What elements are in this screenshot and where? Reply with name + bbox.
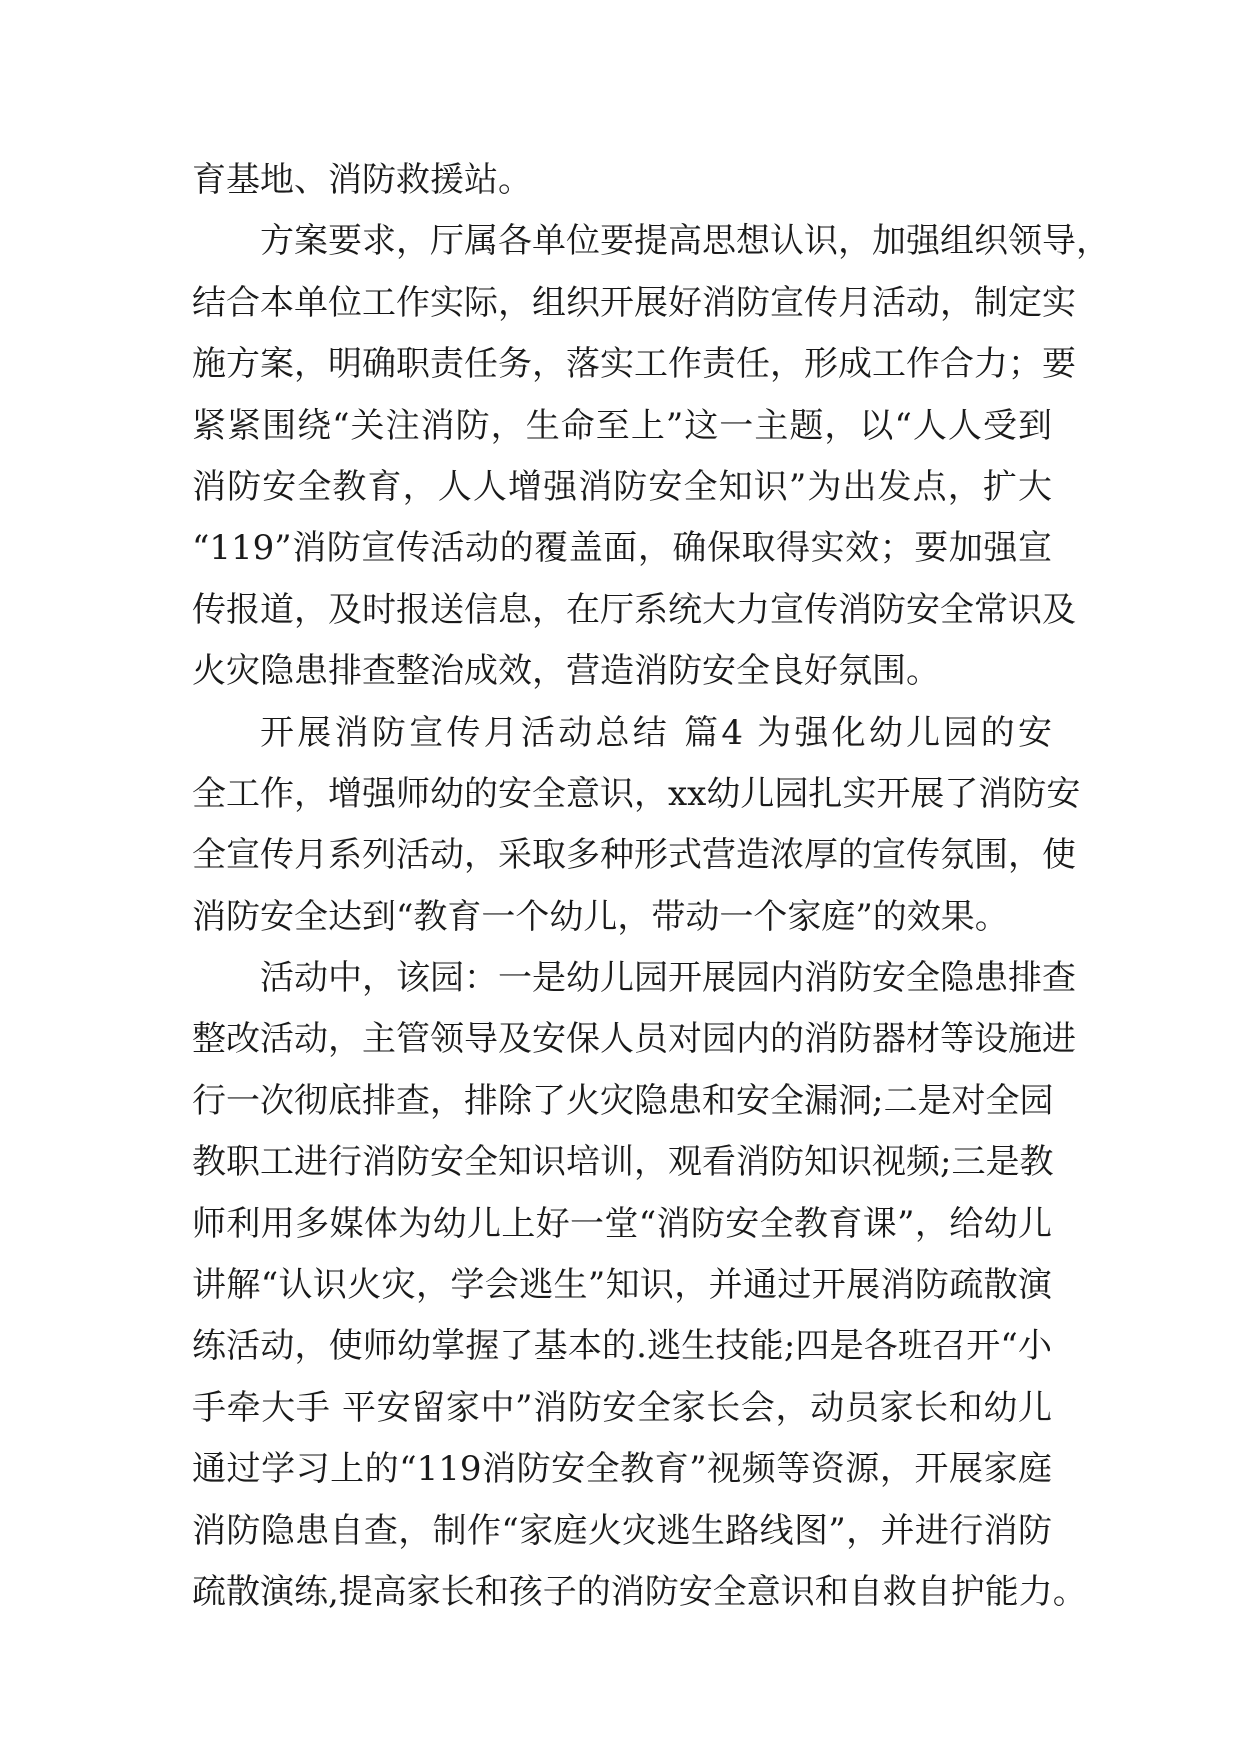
text-line: “119”消防宣传活动的覆盖面，确保取得实效；要加强宣 bbox=[192, 528, 1052, 569]
text-line: 全工作，增强师幼的安全意识，xx幼儿园扎实开展了消防安 bbox=[192, 773, 1081, 814]
text-line: 结合本单位工作实际，组织开展好消防宣传月活动，制定实 bbox=[192, 282, 1076, 323]
text-line: 练活动，使师幼掌握了基本的.逃生技能;四是各班召开“小 bbox=[192, 1326, 1052, 1367]
text-line: 手牵大手 平安留家中”消防安全家长会，动员家长和幼儿 bbox=[192, 1387, 1052, 1428]
text-line: 开展消防宣传月活动总结 篇4 为强化幼儿园的安 bbox=[260, 712, 1052, 753]
text-line: 整改活动，主管领导及安保人员对园内的消防器材等设施进 bbox=[192, 1019, 1076, 1060]
text-line: 全宣传月系列活动，采取多种形式营造浓厚的宣传氛围，使 bbox=[192, 835, 1076, 876]
text-line: 育基地、消防救援站。 bbox=[192, 160, 532, 200]
text-line: 讲解“认识火灾，学会逃生”知识，并通过开展消防疏散演 bbox=[192, 1265, 1052, 1306]
text-line: 消防安全教育，人人增强消防安全知识”为出发点，扩大 bbox=[192, 466, 1052, 507]
text-line: 消防隐患自查，制作“家庭火灾逃生路线图”，并进行消防 bbox=[192, 1510, 1052, 1551]
text-line: 通过学习上的“119消防安全教育”视频等资源，开展家庭 bbox=[192, 1449, 1052, 1490]
text-line: 施方案，明确职责任务，落实工作责任，形成工作合力；要 bbox=[192, 344, 1076, 385]
text-line: 方案要求，厅属各单位要提高思想认识，加强组织领导， bbox=[260, 221, 1110, 262]
text-line: 消防安全达到“教育一个幼儿，带动一个家庭”的效果。 bbox=[192, 896, 1009, 937]
text-line: 师利用多媒体为幼儿上好一堂“消防安全教育课”，给幼儿 bbox=[192, 1203, 1052, 1244]
text-line: 活动中，该园：一是幼儿园开展园内消防安全隐患排查 bbox=[260, 958, 1076, 999]
text-line: 紧紧围绕“关注消防，生命至上”这一主题，以“人人受到 bbox=[192, 405, 1052, 446]
body-text bbox=[192, 150, 1110, 1623]
text-line: 火灾隐患排查整治成效，营造消防安全良好氛围。 bbox=[192, 651, 940, 692]
text-line: 疏散演练,提高家长和孩子的消防安全意识和自救自护能力。 bbox=[192, 1571, 1087, 1612]
text-line: 行一次彻底排查，排除了火灾隐患和安全漏洞;二是对全园 bbox=[192, 1080, 1054, 1121]
text-line: 传报道，及时报送信息，在厅系统大力宣传消防安全常识及 bbox=[192, 589, 1076, 630]
text-line: 教职工进行消防安全知识培训，观看消防知识视频;三是教 bbox=[192, 1142, 1054, 1183]
